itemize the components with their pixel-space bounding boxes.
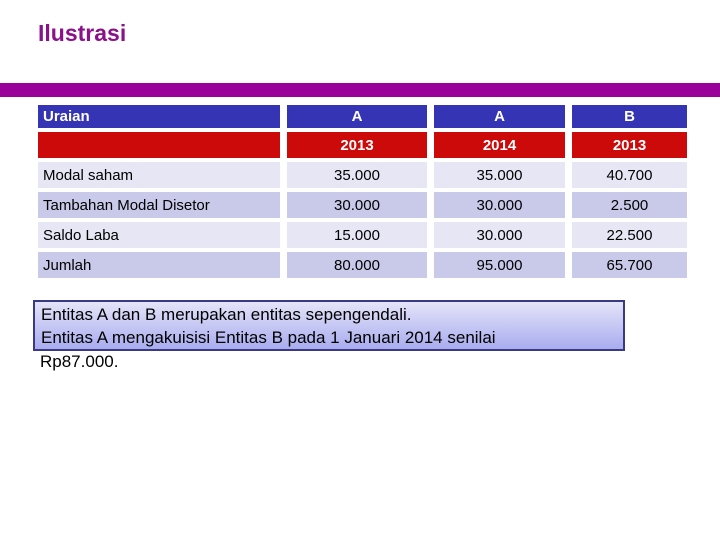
col-header-uraian: Uraian [38,105,280,128]
table-cell: 22.500 [572,222,687,248]
col-header-b: B [572,105,687,128]
page-title: Ilustrasi [38,20,127,46]
table-cell: 30.000 [287,192,427,218]
col-header-a2: A [434,105,565,128]
col-header-a1: A [287,105,427,128]
table-cell: 40.700 [572,162,687,188]
row-label: Saldo Laba [38,222,280,248]
table-cell: 65.700 [572,252,687,278]
year-b: 2013 [572,132,687,158]
table-cell: 30.000 [434,222,565,248]
table-cell: 80.000 [287,252,427,278]
table-cell: 15.000 [287,222,427,248]
year-a2: 2014 [434,132,565,158]
year-row-spacer [38,132,280,158]
note-line-3: Rp87.000. [40,352,119,371]
table-cell: 35.000 [287,162,427,188]
row-label: Tambahan Modal Disetor [38,192,280,218]
note-line-1: Entitas A dan B merupakan entitas sepengendali. [41,305,412,324]
note-box [33,300,625,351]
table-cell: 95.000 [434,252,565,278]
row-label: Jumlah [38,252,280,278]
table-cell: 30.000 [434,192,565,218]
accent-bar [0,83,720,97]
year-a1: 2013 [287,132,427,158]
data-table [38,105,687,278]
row-label: Modal saham [38,162,280,188]
table-cell: 2.500 [572,192,687,218]
table-cell: 35.000 [434,162,565,188]
note-line-2: Entitas A mengakuisisi Entitas B pada 1 Januari 2014 senilai [41,328,496,347]
